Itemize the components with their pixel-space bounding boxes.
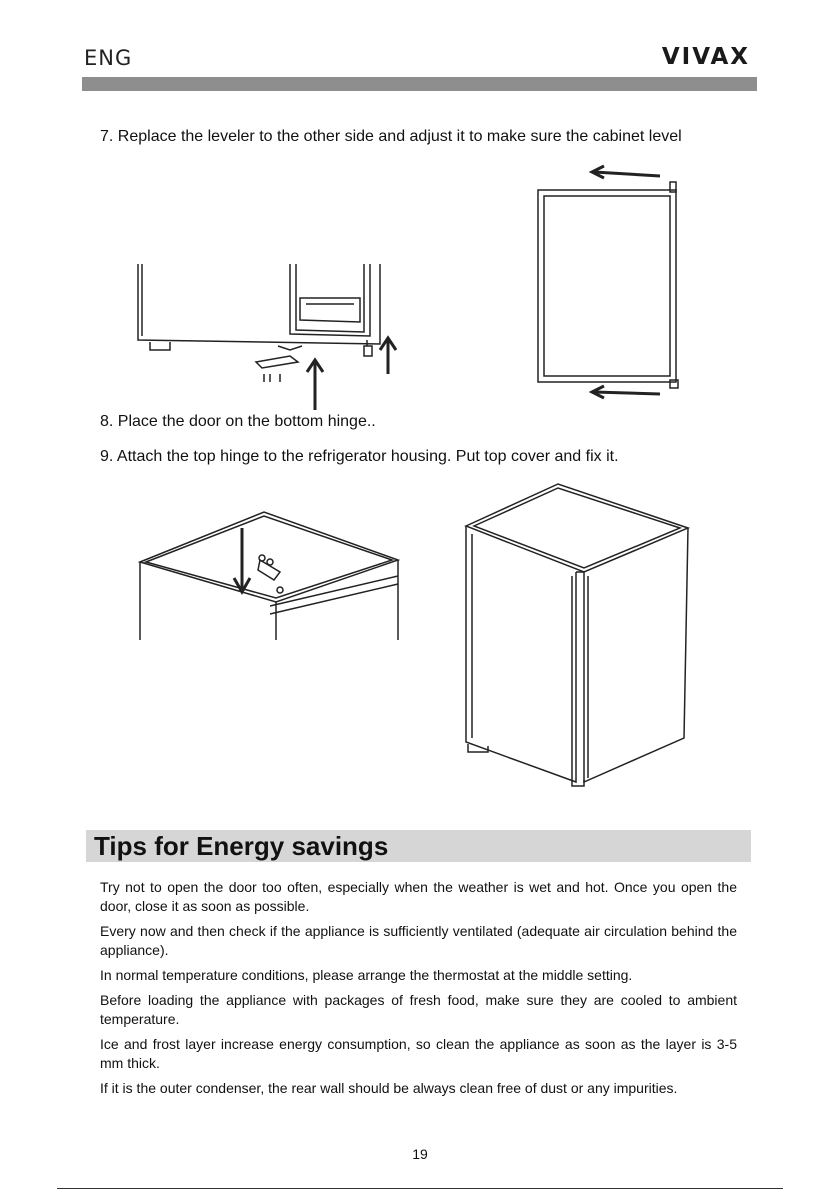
- tip-item: Before loading the appliance with packages of fresh food, make sure they are cooled to ambient temperature.: [100, 992, 737, 1027]
- step-7-text: 7. Replace the leveler to the other side and adjust it to make sure the cabinet level: [100, 128, 682, 145]
- refrigerator-assembled-icon: [460, 480, 692, 790]
- section-title: Tips for Energy savings: [94, 831, 389, 861]
- step-9-text: 9. Attach the top hinge to the refrigerator housing. Put top cover and fix it.: [100, 448, 619, 465]
- tip-item: If it is the outer condenser, the rear wall should be always clean free of dust or any impurities.: [100, 1080, 678, 1096]
- brand-logo: VIVAX: [661, 44, 750, 70]
- refrigerator-bottom-leveler-icon: [130, 262, 410, 412]
- step-8-text: 8. Place the door on the bottom hinge..: [100, 413, 376, 430]
- page-number: 19: [412, 1146, 428, 1162]
- tip-item: Try not to open the door too often, especially when the weather is wet and hot. Once you open the door, close it as soon as possible.: [100, 879, 737, 914]
- tip-item: Ice and frost layer increase energy consumption, so clean the appliance as soon as the layer is 3-5 mm thick.: [100, 1036, 737, 1071]
- tip-item: Every now and then check if the appliance is sufficiently ventilated (adequate air circulation behind the appliance).: [100, 923, 737, 958]
- refrigerator-door-icon: [530, 162, 690, 404]
- tip-item: In normal temperature conditions, please arrange the thermostat at the middle setting.: [100, 967, 633, 983]
- header-bar: [82, 77, 757, 91]
- tips-list: [100, 878, 737, 1104]
- refrigerator-top-hinge-icon: [136, 506, 404, 642]
- section-header-bar: [86, 830, 751, 862]
- language-label: ENG: [84, 46, 133, 70]
- footer-rule: [57, 1188, 783, 1189]
